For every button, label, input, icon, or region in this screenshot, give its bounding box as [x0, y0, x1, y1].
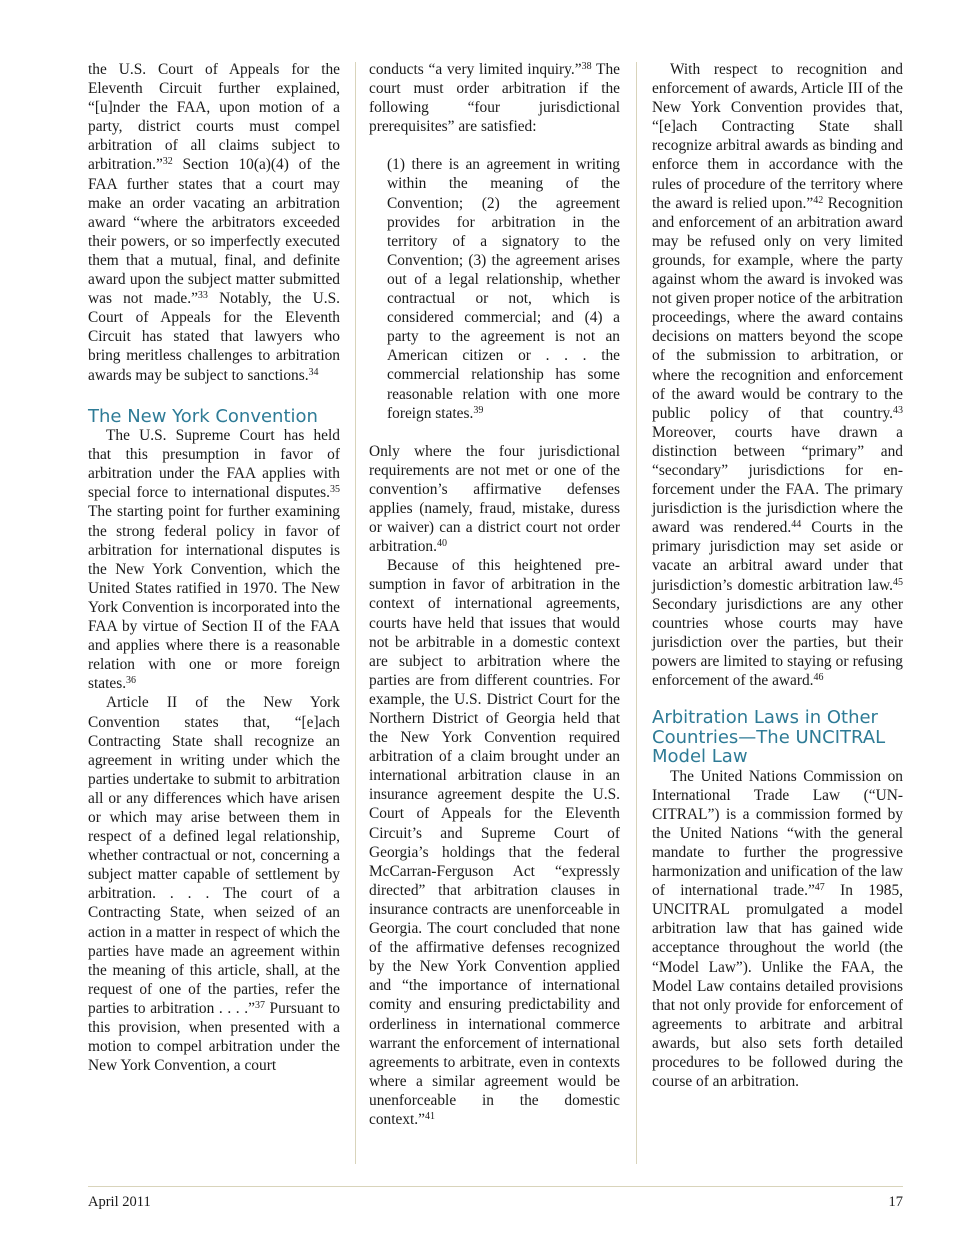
column-divider [636, 62, 637, 1164]
paragraph-text: conducts “a very limited inquiry.” [369, 61, 582, 78]
footnote-ref: 44 [791, 519, 802, 531]
footnote-ref: 36 [126, 675, 137, 687]
block-quote [387, 155, 620, 422]
column-1 [88, 60, 340, 1075]
footnote-ref: 46 [813, 672, 824, 683]
paragraph [88, 693, 340, 1075]
footnote-ref: 45 [893, 576, 903, 588]
footnote-ref: 33 [197, 290, 208, 302]
column-divider [355, 62, 356, 1164]
paragraph-text: Secondary jurisdictions are any other countries whose courts may have jurisdiction over the parties, but their powers are limited to staying or refusing enforcement of the award. [652, 595, 903, 689]
paragraph [369, 442, 620, 557]
footnote-ref: 37 [254, 999, 265, 1011]
paragraph-text: the U.S. Court of Appeals for the Eleventh Circuit further explained, “[u]nder the FAA, upon motion of a party, district courts must compel arbitration of all claims subject to arbitration.” [88, 61, 340, 174]
section-heading: The New York Convention [88, 405, 318, 427]
paragraph [88, 426, 340, 693]
footnote-ref: 32 [162, 156, 173, 168]
paragraph-text: The U.S. Supreme Court has held that this presumption in favor of arbitration under the FAA applies with special force to international disputes. [88, 427, 340, 502]
footnote-ref: 34 [308, 366, 319, 378]
paragraph-text: The court must order arbitration if the following “four jurisdictional prerequisites” are satisfied: [369, 61, 620, 136]
paragraph-text: Notably, the U.S. Court of Appeals for the Eleventh Circuit has stated that lawyers who bring meritless challenges to arbitration awards may be subject to sanctions. [88, 290, 340, 384]
paragraph-text: Section 10(a)(4) of the FAA further states that a court may make an order vacating an arbitration award “where the arbitrators exceeded their powers, or so imperfectly executed them that a mutual, final, and definite award upon the subject matter submitted was not made.” [88, 156, 340, 308]
paragraph-text: The United Nations Commission on International Trade Law (“UNCITRAL”) is a commission formed by the United Nations “with the general mandate to further the progressive harmonization and unification of the law of international trade.” [652, 767, 903, 900]
quote-text: (1) there is an agreement in writing within the meaning of the Convention; (2) the agreement provides for arbitration in the territory of a signatory to the Convention; (3) the agreement arises out of a legal relationship, whether contractual or not, which is considered commercial; and (4) a party to the agreement is not an American citizen or . . . the commercial relationship has some reasonable relation with one more foreign states. [387, 156, 620, 422]
section-heading: Arbitration Laws in Other Countries—The UNCITRAL Model Law [652, 707, 886, 768]
paragraph [369, 556, 620, 1129]
paragraph-text: With respect to recognition and enforcement of awards, Article III of the New York Convention provides that, “[e]ach Contracting State shall recognize arbitral awards as binding and enforce them in accordance with the rules of procedure of the territory where the award is relied upon.” [652, 61, 903, 212]
paragraph-text: Moreover, courts have drawn a distinction between “primary” and “secondary” jurisdictions for enforcement under the FAA. The primary jurisdiction is the jurisdiction where the award was rendered. [652, 423, 903, 537]
paragraph [88, 60, 340, 385]
footnote-ref: 47 [814, 882, 825, 894]
footnote-ref: 39 [473, 404, 484, 416]
footnote-ref: 41 [424, 1110, 435, 1122]
footnote-ref: 38 [581, 61, 592, 72]
paragraph-text: Only where the four jurisdictional requirements are not met or one of the convention’s affirmative defenses applies (namely, fraud, mistake, duress or waiver) can a district court not order arbitration. [369, 442, 620, 556]
footer-divider [88, 1186, 903, 1187]
paragraph [652, 60, 903, 690]
paragraph-text: Article II of the New York Convention states that, “[e]ach Contracting State shall recognize an agreement in writing under which the parties undertake to submit to arbitration all or any differences which have arisen or which may arise between them in respect of a defined legal relationship, whether contractual or not, concerning a subject matter capable of settlement by arbitration. . . . The court of a Contracting State, when seized of an action in a matter in respect of which the parties have made an agreement within the meaning of this article, shall, at the request of one of the parties, refer the parties to arbitration . . . .” [88, 694, 340, 1017]
footnote-ref: 35 [330, 484, 340, 496]
paragraph-text: The starting point for further examining the strong federal policy in favor of arbitration for international disputes is the New York Convention, which the United States ratified in 1970. The New York Convention is incorporated into the FAA by virtue of Section II of the FAA and applies where there is a reasonable relation with one or more foreign states. [88, 503, 340, 693]
column-3 [652, 60, 903, 1091]
footnote-ref: 42 [813, 194, 824, 206]
footnote-ref: 43 [893, 404, 903, 416]
paragraph-text: Recognition and enforcement of an arbitration award may be refused only on very limited grounds, for example, where the party against whom the award is invoked was not given proper notice of the arbitration proceedings, where the award contains decisions on matters beyond the scope of the submission to arbitration, or where the recognition and enforcement of the award would be contrary to the public policy of that country. [652, 194, 903, 422]
paragraph-text: Because of this heightened presumption in favor of arbitration in the context of international agreements, courts have held that issues that would not be arbitrable in a domestic context are subject to arbitration where the parties are from different countries. For example, the U.S. District Court for the Northern District of Georgia held that the New York Convention required arbitration of a claim brought under an international arbitration clause in an insurance agreement despite the U.S. Court of Appeals for the Eleventh Circuit’s and Supreme Court of Georgia’s holdings that the federal McCarran-Ferguson Act “expressly directed” that arbitration clauses in insurance contracts are unenforceable in Georgia. The court concluded that none of the affirmative defenses recognized by the New York Convention applied and “the importance of international comity and ensuring predictability and orderliness in international commerce warrant the enforcement of international agreements to arbitrate, even in contexts where a similar agreement would be unenforceable in the domestic context.” [369, 557, 620, 1128]
page-number: 17 [888, 1194, 903, 1210]
paragraph [369, 60, 620, 136]
paragraph-text: In 1985, UNCITRAL promulgated a model arbitration law that has gained wide acceptance throughout the world (the “Model Law”). Unlike the FAA, the Model Law contains detailed provisions that not only provide for enforcement of agreements to arbitrate and arbitral awards, but also sets forth detailed procedures to be followed during the course of an arbitration. [652, 882, 903, 1091]
paragraph [652, 767, 903, 1092]
paragraph-text: Courts in the primary jurisdiction may set aside or vacate an arbitral award under that jurisdiction’s domestic arbitration law. [652, 519, 903, 594]
footer-date: April 2011 [88, 1194, 151, 1210]
footnote-ref: 40 [436, 538, 447, 550]
column-2 [369, 60, 620, 1129]
paragraph-text: Pursuant to this provision, when presented with a motion to compel arbitration under the New York Convention, a court [88, 999, 340, 1075]
